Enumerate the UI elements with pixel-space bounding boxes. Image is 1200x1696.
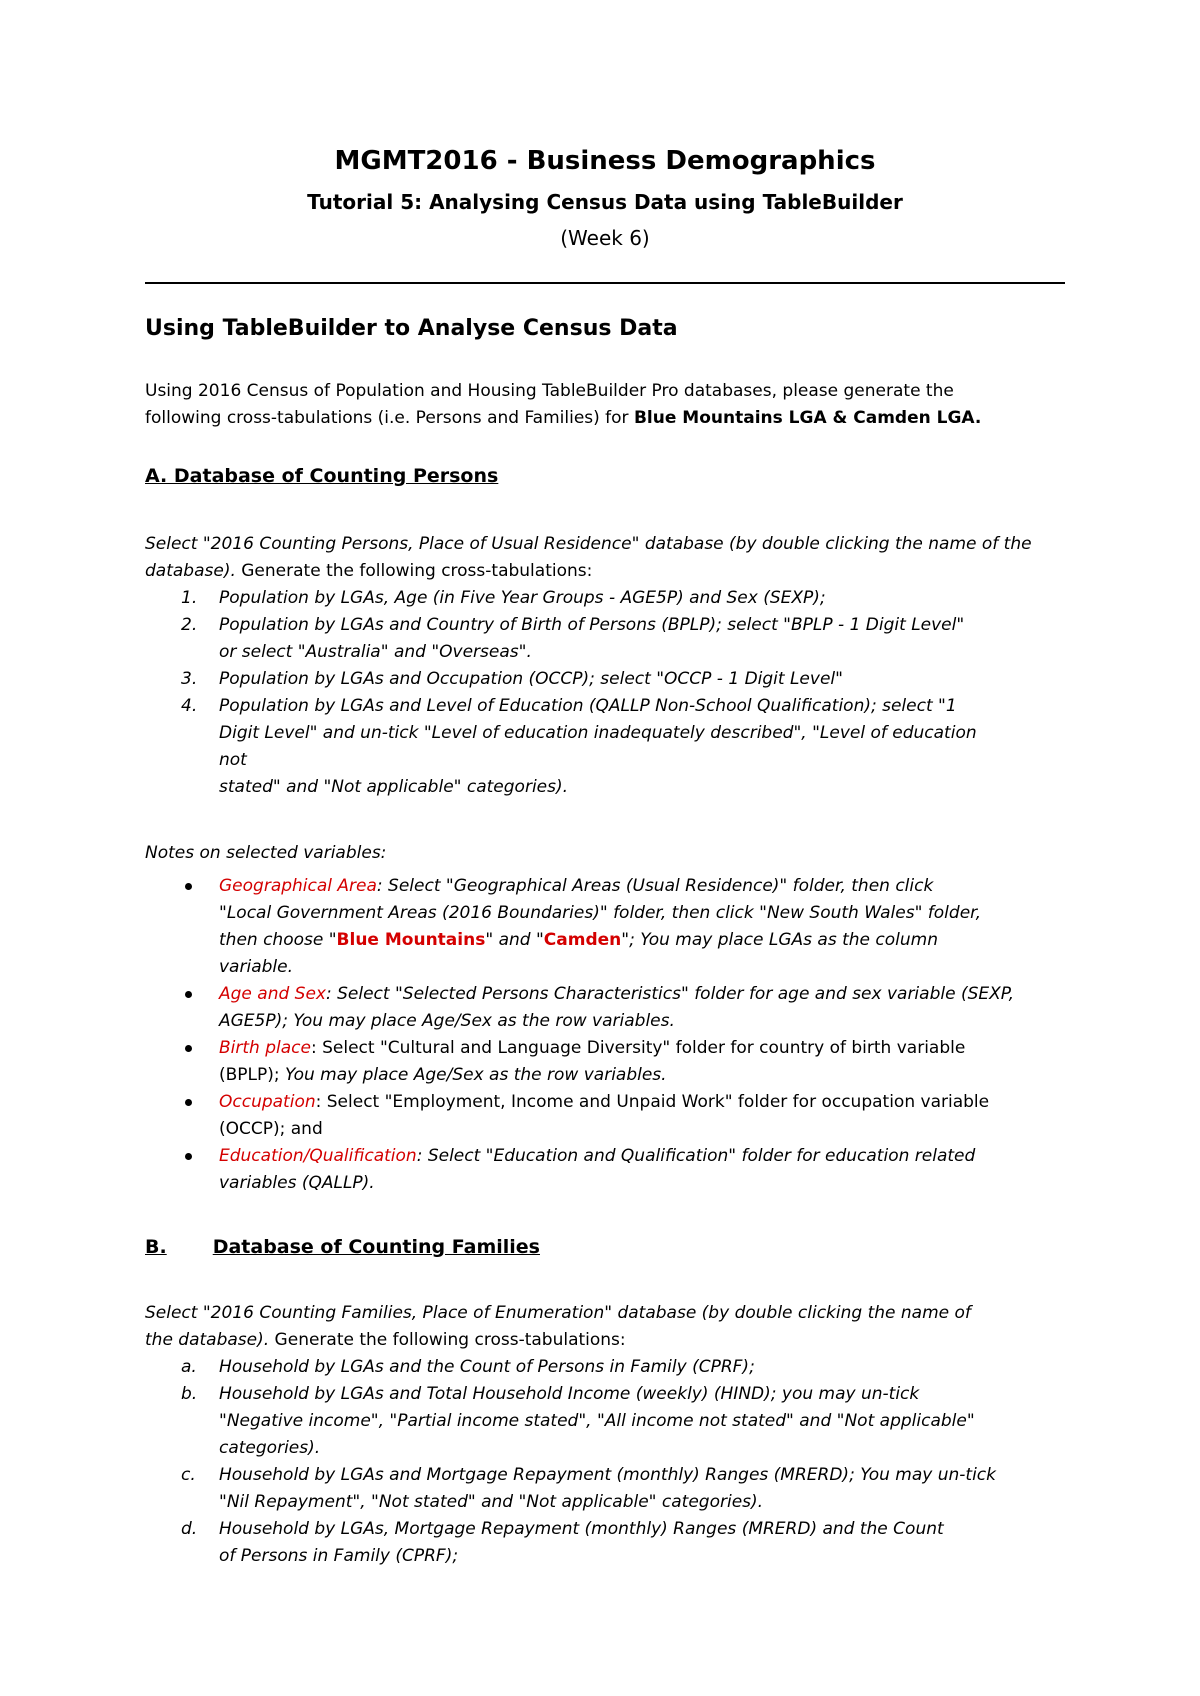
list-item-text: Population by LGAs, Age (in Five Year Groups - AGE5P) and Sex (SEXP); [219,588,826,608]
note-item-birth-place [145,1035,1065,1089]
document-subtitle: Tutorial 5: Analysing Census Data using TableBuilder [307,190,903,214]
list-marker: b. [181,1384,198,1404]
list-item [145,1462,1065,1516]
week-label: (Week 6) [560,226,650,250]
section-a-instructions [145,531,1065,801]
list-marker: 4. [181,696,198,716]
list-item [145,1516,1065,1570]
note-text: "Local Government Areas (2016 Boundaries)" folder, then click "New South Wales" folder, [219,903,981,923]
bullet-icon [185,883,192,890]
list-item-text: Population by LGAs and Country of Birth of Persons (BPLP); select "BPLP - 1 Digit Level" [219,615,965,635]
intro-paragraph [145,378,1065,432]
note-item-education [145,1143,1065,1197]
list-item [145,585,1065,612]
note-text: " and " [485,930,544,950]
list-item-text: or select "Australia" and "Overseas". [219,642,532,662]
notes-heading: Notes on selected variables: [145,843,387,863]
list-item [145,1381,1065,1462]
note-text: variables (QALLP). [219,1173,375,1193]
note-label: Birth place [219,1038,311,1058]
list-item-text: not [219,750,247,770]
list-item-text: Population by LGAs and Level of Education (QALLP Non-School Qualification); select "1 [219,696,957,716]
section-b-letter: B. [145,1236,167,1258]
list-item-text: stated" and "Not applicable" categories). [219,777,569,797]
document-title: MGMT2016 - Business Demographics [334,146,876,176]
note-text: : Select "Employment, Income and Unpaid Work" folder for occupation variable [315,1092,990,1112]
notes-list [145,873,1065,1197]
note-item-age-sex [145,981,1065,1035]
section-b-select-italic: the database). [145,1330,270,1350]
intro-line-1: Using 2016 Census of Population and Housing TableBuilder Pro databases, please generate the [145,381,954,401]
note-label: Occupation [219,1092,316,1112]
note-text: variable. [219,957,293,977]
bullet-icon [185,1153,192,1160]
note-text: (BPLP); [219,1065,286,1085]
note-label: Age and Sex [219,984,326,1004]
intro-line-2-text: following cross-tabulations (i.e. Persons and Families) for [145,408,634,428]
list-item [145,666,1065,693]
list-item-text: "Nil Repayment", "Not stated" and "Not applicable" categories). [219,1492,764,1512]
list-marker: a. [181,1357,197,1377]
list-item-text: Digit Level" and un-tick "Level of education inadequately described", "Level of education [219,723,977,743]
list-item-text: Population by LGAs and Occupation (OCCP); select "OCCP - 1 Digit Level" [219,669,843,689]
section-heading-main: Using TableBuilder to Analyse Census Data [145,316,678,341]
note-item-geographical-area [145,873,1065,981]
list-marker: c. [181,1465,196,1485]
bullet-icon [185,1045,192,1052]
list-marker: 1. [181,588,198,608]
section-a-select-line-2 [145,558,1065,585]
note-text: AGE5P); You may place Age/Sex as the row variables. [219,1011,675,1031]
list-item [145,1354,1065,1381]
list-marker: 3. [181,669,198,689]
section-b-title: Database of Counting Families [212,1236,540,1258]
list-item-text: "Negative income", "Partial income stated", "All income not stated" and "Not applicable" [219,1411,975,1431]
notes-block [145,840,1065,1197]
lga-camden: Camden [543,930,622,950]
note-text: : Select "Education and Qualification" folder for education related [416,1146,976,1166]
list-marker: d. [181,1519,198,1539]
list-item [145,693,1065,801]
list-item-text: Household by LGAs, Mortgage Repayment (monthly) Ranges (MRERD) and the Count [219,1519,944,1539]
note-text: You may place Age/Sex as the row variables. [285,1065,667,1085]
bullet-icon [185,1099,192,1106]
section-a-select-italic: database). [145,561,236,581]
note-text: : Select "Cultural and Language Diversity" folder for country of birth variable [310,1038,966,1058]
note-text: then choose " [219,930,337,950]
section-b-select-line-1: Select "2016 Counting Families, Place of Enumeration" database (by double clicking the name of [145,1303,971,1323]
lga-names-emphasis: Blue Mountains LGA & Camden LGA. [633,408,982,428]
note-text: : Select "Selected Persons Characteristics" folder for age and sex variable (SEXP, [325,984,1015,1004]
note-text: (OCCP); and [219,1119,323,1139]
note-label: Geographical Area [219,876,377,896]
note-text: : Select "Geographical Areas (Usual Residence)" folder, then click [376,876,934,896]
list-marker: 2. [181,615,198,635]
intro-line-2 [145,405,1065,432]
list-item-text: Household by LGAs and Total Household Income (weekly) (HIND); you may un-tick [219,1384,920,1404]
note-label: Education/Qualification [219,1146,417,1166]
section-b-select-line-2 [145,1327,1065,1354]
list-item-text: Household by LGAs and Mortgage Repayment (monthly) Ranges (MRERD); You may un-tick [219,1465,996,1485]
section-heading-b [145,1236,540,1258]
section-a-select-plain: Generate the following cross-tabulations: [235,561,593,581]
section-b-select-plain: Generate the following cross-tabulations: [269,1330,626,1350]
note-text: "; You may place LGAs as the column [621,930,938,950]
section-a-select-line-1: Select "2016 Counting Persons, Place of Usual Residence" database (by double clicking the name of the [145,534,1032,554]
lga-blue-mountains: Blue Mountains [336,930,486,950]
list-item-text: of Persons in Family (CPRF); [219,1546,459,1566]
section-b-instructions [145,1300,1065,1570]
horizontal-divider [145,282,1065,284]
bullet-icon [185,991,192,998]
list-item-text: Household by LGAs and the Count of Persons in Family (CPRF); [219,1357,755,1377]
section-b-list [145,1354,1065,1570]
section-heading-a: A. Database of Counting Persons [145,465,499,487]
list-item-text: categories). [219,1438,321,1458]
note-item-occupation [145,1089,1065,1143]
list-item [145,612,1065,666]
section-a-list [145,585,1065,801]
